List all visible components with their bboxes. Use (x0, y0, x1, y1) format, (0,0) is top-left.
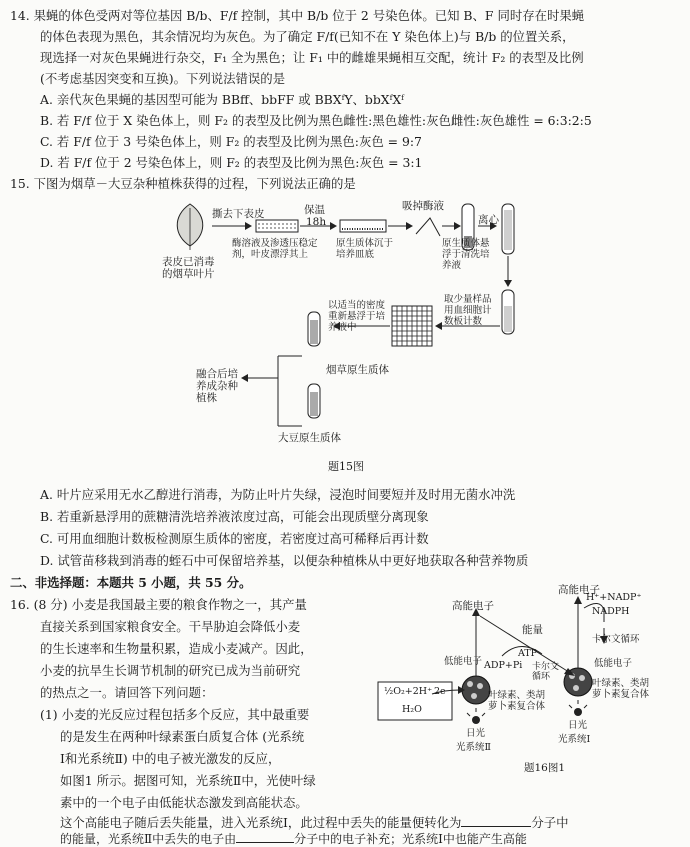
q16-line7-text: 的能量，光系统Ⅱ中丢失的电子由 (60, 832, 237, 846)
q16-figure (372, 584, 684, 794)
adp-pi-label: ADP+Pi (484, 660, 523, 671)
q16-part1-line-1: (1) 小麦的光反应过程包括多个反应，其中最重要 (40, 707, 310, 722)
suction-label: 吸掉酶液 (402, 200, 444, 212)
q14-stem-line-3: 现选择一对灰色果蝇进行杂交，F₁ 全为黑色；让 F₁ 中的雌雄果蝇相互交配，统计 F₂ 的表型及比例 (40, 50, 584, 65)
answer-blank-1[interactable] (461, 814, 531, 827)
step-peel-label: 撕去下表皮 (212, 208, 265, 220)
q15-option-b: B. 若重新悬浮用的蔗糖清洗培养液浓度过高，可能会出现质壁分离现象 (40, 509, 429, 524)
enzyme-label: 酶溶液及渗透压稳定剂，叶皮漂浮其上 (232, 238, 318, 260)
q14-stem-line-4: (不考虑基因突变和互换)。下列说法错误的是 (40, 71, 286, 86)
q16-line7-tail: 分子中的电子补充；光系统Ⅰ中也能产生高能 (294, 832, 527, 846)
q16-figure-caption: 题16图1 (524, 762, 566, 774)
protoplast-dish-shape (340, 220, 386, 232)
photosystem-ii-label: 光系统Ⅱ (456, 742, 491, 753)
resuspend-label: 以适当的密度重新悬浮于培养液中 (328, 300, 386, 333)
q14-option-b: B. 若 F/f 位于 X 染色体上，则 F₂ 的表型及比例为黑色雌性:黑色雄性:灰色雌性:灰色雄性 = 6:3:2:5 (40, 113, 592, 128)
q15-option-c: C. 可用血细胞计数板检测原生质体的密度，若密度过高可稀释后再计数 (40, 531, 429, 546)
q16-intro-line-5: 的热点之一。请回答下列问题： (40, 685, 214, 700)
hemocytometer-grid-shape (392, 306, 432, 346)
q16-part1-line-2: 的是发生在两种叶绿素蛋白质复合体 (光系统 (60, 729, 305, 744)
q16-line6-tail: 分子中 (531, 815, 569, 830)
answer-blank-2[interactable] (236, 830, 294, 843)
low-energy-electron-left: 低能电子 (444, 656, 483, 667)
pipette-shape (416, 218, 440, 236)
q16-intro-line-4: 小麦的抗旱生长调节机制的研究已成为当前研究 (40, 663, 301, 678)
sun-right-shape (574, 708, 582, 716)
q16-part1-line-5: 素中的一个电子由低能状态激发到高能状态。 (60, 795, 308, 810)
low-energy-electron-right: 低能电子 (594, 658, 633, 669)
q15-stem: 15. 下图为烟草－大豆杂种植株获得的过程，下列说法正确的是 (10, 176, 356, 191)
nadp-label: H⁺+NADP⁺ (586, 592, 642, 603)
sunlight-right-label: 日光 (568, 720, 588, 731)
q16-line6-text: 这个高能电子随后丢失能量，进入光系统Ⅰ，此过程中丢失的能量便转化为 (60, 815, 462, 830)
q14-option-a: A. 亲代灰色果蝇的基因型可能为 BBff、bbFF 或 BBXᶠY、bbXᶠXᶠ (40, 92, 404, 107)
chlorophyll-complex-left: 叶绿素、类胡萝卜素复合体 (488, 690, 546, 712)
soybean-protoplast-label: 大豆原生质体 (278, 432, 341, 444)
q15-option-d: D. 试管苗移栽到消毒的蛭石中可保留培养基，以便杂种植株从中更好地获取各种营养物质 (40, 553, 529, 568)
water-top-label: ½O₂+2H⁺ (384, 686, 433, 697)
nadph-label: NADPH (592, 606, 630, 617)
q15-figure (150, 196, 550, 456)
high-energy-electron-right: 高能电子 (558, 584, 600, 596)
q16-intro-line-1: 16. (8 分) 小麦是我国最主要的粮食作物之一，其产量 (10, 597, 307, 612)
section-two-heading: 二、非选择题：本题共 5 小题，共 55 分。 (10, 575, 252, 590)
tobacco-protoplast-label: 烟草原生质体 (326, 364, 389, 376)
q16-part1-line-7 (60, 830, 527, 847)
q16-part1-line-3: Ⅰ和光系统Ⅱ) 中的电子被光激发的反应， (60, 751, 281, 766)
incubate-time: 18h (306, 216, 327, 228)
calvin-cycle-label: 卡尔文循环 (592, 634, 640, 645)
centrifuge-label: 离心 (478, 214, 499, 226)
high-energy-electron-left: 高能电子 (452, 600, 494, 612)
enzyme-dish-shape (256, 220, 298, 232)
q14-option-d: D. 若 F/f 位于 2 号染色体上，则 F₂ 的表型及比例为黑色:灰色 = 3:1 (40, 155, 423, 170)
water-electron-label: 2e (434, 686, 446, 697)
q14-option-c: C. 若 F/f 位于 3 号染色体上，则 F₂ 的表型及比例为黑色:灰色 = 9:7 (40, 134, 422, 149)
sample-count-label: 取少量样品用血细胞计数板计数 (444, 294, 492, 327)
sun-left-shape (472, 716, 480, 724)
q15-option-a: A. 叶片应采用无水乙醇进行消毒，为防止叶片失绿，浸泡时间要短并及时用无菌水冲洗 (40, 487, 516, 502)
sunlight-left-label: 日光 (466, 728, 486, 739)
q16-part1-line-4: 如图1 所示。据图可知，光系统Ⅱ中，光使叶绿 (60, 773, 316, 788)
q14-stem-line-2: 的体色表现为黑色，其余情况均为灰色。为了确定 F/f(已知不在 Y 染色体上)与 B/b 的位置关系， (40, 29, 575, 44)
incubate-label: 保温 (304, 204, 325, 216)
calvin-cycle-small-label: 卡尔文循环 (532, 662, 560, 682)
q15-figure-caption: 题15图 (328, 460, 364, 473)
protoplast-settle-label: 原生质体沉于培养皿底 (336, 238, 394, 260)
chlorophyll-complex-right: 叶绿素、类胡萝卜素复合体 (592, 678, 650, 700)
q14-stem-line-1: 14. 果蝇的体色受两对等位基因 B/b、F/f 控制，其中 B/b 位于 2 号染色体。已知 B、F 同时存在时果蝇 (10, 8, 585, 23)
water-bottom-label: H₂O (402, 704, 422, 715)
energy-label: 能量 (522, 624, 543, 636)
photosystem-i-label: 光系统Ⅰ (558, 734, 591, 745)
atp-label: ATP (518, 648, 538, 659)
q16-intro-line-3: 的生长速率和生物量积累，造成小麦减产。因此， (40, 641, 313, 656)
ps2-complex-shape (462, 676, 490, 704)
hybrid-plant-label: 融合后培养成杂种植株 (196, 368, 238, 404)
leaf-label: 表皮已消毒的烟草叶片 (162, 256, 215, 280)
q16-intro-line-2: 直接关系到国家粮食安全。干旱胁迫会降低小麦 (40, 619, 301, 634)
suspension-label: 原生质体悬浮于清洗培养液 (442, 238, 490, 271)
